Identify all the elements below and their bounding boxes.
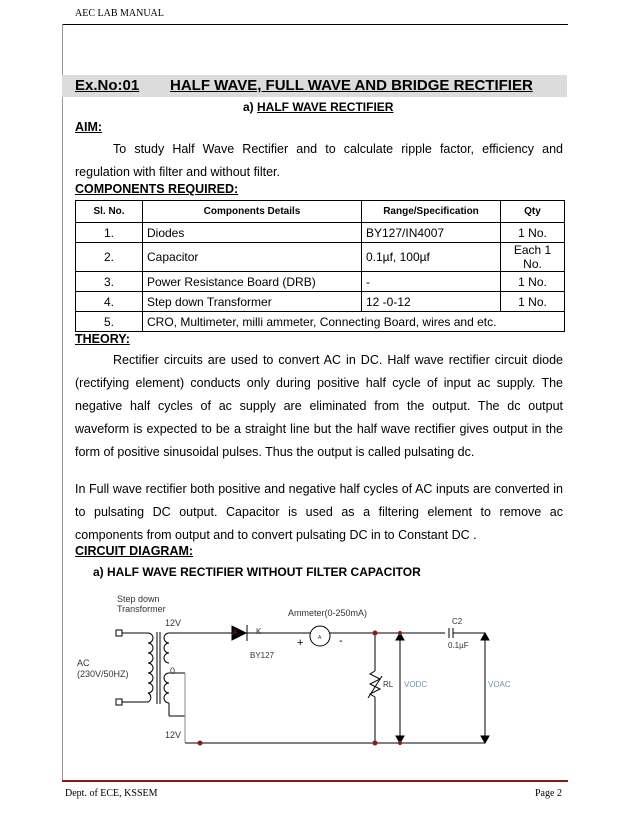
components-table <box>75 200 565 332</box>
column-header: Components Details <box>143 201 362 223</box>
label-voac: VOAC <box>488 680 511 689</box>
cell-sl: 5. <box>76 312 143 332</box>
header-divider <box>62 24 568 25</box>
label-load: RL <box>383 680 394 689</box>
footer-department: Dept. of ECE, KSSEM <box>65 788 158 799</box>
theory-heading: THEORY: <box>75 332 130 346</box>
half-wave-rectifier-circuit <box>60 588 520 758</box>
label-cap-name: C2 <box>452 617 463 626</box>
label-v-top: 12V <box>165 618 182 628</box>
cell-qty: 1 No. <box>501 272 565 292</box>
cell-qty: 1 No. <box>501 223 565 243</box>
cell-detail: Diodes <box>143 223 362 243</box>
cell-detail: Power Resistance Board (DRB) <box>143 272 362 292</box>
column-header: Range/Specification <box>362 201 501 223</box>
page-header: AEC LAB MANUAL <box>75 8 164 19</box>
column-header: Qty <box>501 201 565 223</box>
secondary-coil-lower <box>164 673 169 703</box>
footer-page-number: Page 2 <box>535 788 562 799</box>
load-variable-arrow <box>368 676 382 698</box>
experiment-number: Ex.No:01 <box>75 77 140 94</box>
junction-dot <box>198 741 203 746</box>
label-vodc: VODC <box>404 680 428 689</box>
label-ac-1: AC <box>77 658 90 668</box>
cell-qty: 1 No. <box>501 292 565 312</box>
label-v-bottom: 12V <box>165 730 182 740</box>
cell-detail: CRO, Multimeter, milli ammeter, Connecting Board, wires and etc. <box>143 312 565 332</box>
voac-arrow-down <box>481 736 489 743</box>
cell-spec: 12 -0-12 <box>362 292 501 312</box>
table-row <box>76 272 565 292</box>
ac-terminal-bottom <box>116 699 122 705</box>
label-cap-value: 0.1µF <box>448 641 469 650</box>
components-heading: COMPONENTS REQUIRED: <box>75 182 239 196</box>
theory-paragraph-2: In Full wave rectifier both positive and negative half cycles of AC inputs are converted in to pulsating DC output. Capacitor is used as a filtering element to remove ac components from output and to convert pulsating DC in to Constant DC . <box>75 482 563 542</box>
label-ammeter: Ammeter(0-250mA) <box>288 608 368 618</box>
table-header-row <box>76 201 565 223</box>
cell-sl: 3. <box>76 272 143 292</box>
table-row <box>76 292 565 312</box>
subtitle-text: HALF WAVE RECTIFIER <box>257 100 394 114</box>
label-diode: BY127 <box>250 651 275 660</box>
label-center: 0 <box>170 666 176 676</box>
section-subtitle <box>243 100 393 114</box>
cell-detail: Step down Transformer <box>143 292 362 312</box>
aim-text: To study Half Wave Rectifier and to calculate ripple factor, efficiency and regulation with filter and without filter. <box>75 142 563 179</box>
label-cathode: K <box>256 627 262 636</box>
subtitle-prefix: a) <box>243 100 254 114</box>
circuit-subheading: a) HALF WAVE RECTIFIER WITHOUT FILTER CAPACITOR <box>93 565 421 579</box>
primary-coil <box>148 633 153 702</box>
cell-detail: Capacitor <box>143 243 362 272</box>
table-row <box>76 312 565 332</box>
junction-dot <box>373 741 378 746</box>
label-plus: + <box>297 637 304 649</box>
table-row <box>76 223 565 243</box>
circuit-heading: CIRCUIT DIAGRAM: <box>75 544 194 558</box>
column-header: Sl. No. <box>76 201 143 223</box>
label-ac-2: (230V/50HZ) <box>77 669 129 679</box>
ac-terminal-top <box>116 630 122 636</box>
junction-dot <box>398 741 402 745</box>
secondary-coil-upper <box>164 633 169 663</box>
label-transformer-2: Transformer <box>117 604 166 614</box>
cell-sl: 2. <box>76 243 143 272</box>
theory-paragraph-1: Rectifier circuits are used to convert AC in DC. Half wave rectifier circuit diode (rectifying element) conducts only during positive half cycle of input ac supply. The negative half cycles of ac supply are eliminated from the output. The dc output waveform is expected to be a straight line but the half wave rectifier gives output in the form of positive sinusoidal pulses. Thus the output is called pulsating dc. <box>75 353 563 459</box>
junction-dot <box>398 631 402 635</box>
cell-spec: BY127/IN4007 <box>362 223 501 243</box>
footer-divider <box>62 780 568 782</box>
cell-spec: - <box>362 272 501 292</box>
cell-spec: 0.1µf, 100µf <box>362 243 501 272</box>
label-minus: - <box>339 635 343 647</box>
aim-heading: AIM: <box>75 120 103 134</box>
label-transformer-1: Step down <box>117 594 160 604</box>
label-ammeter-symbol: A <box>318 635 322 641</box>
junction-dot <box>373 631 378 636</box>
cell-sl: 1. <box>76 223 143 243</box>
label-anode: A <box>232 628 238 637</box>
voac-arrow-up <box>481 633 489 640</box>
experiment-title: HALF WAVE, FULL WAVE AND BRIDGE RECTIFIER <box>170 77 533 94</box>
table-row <box>76 243 565 272</box>
cell-sl: 4. <box>76 292 143 312</box>
cell-qty: Each 1 No. <box>501 243 565 272</box>
